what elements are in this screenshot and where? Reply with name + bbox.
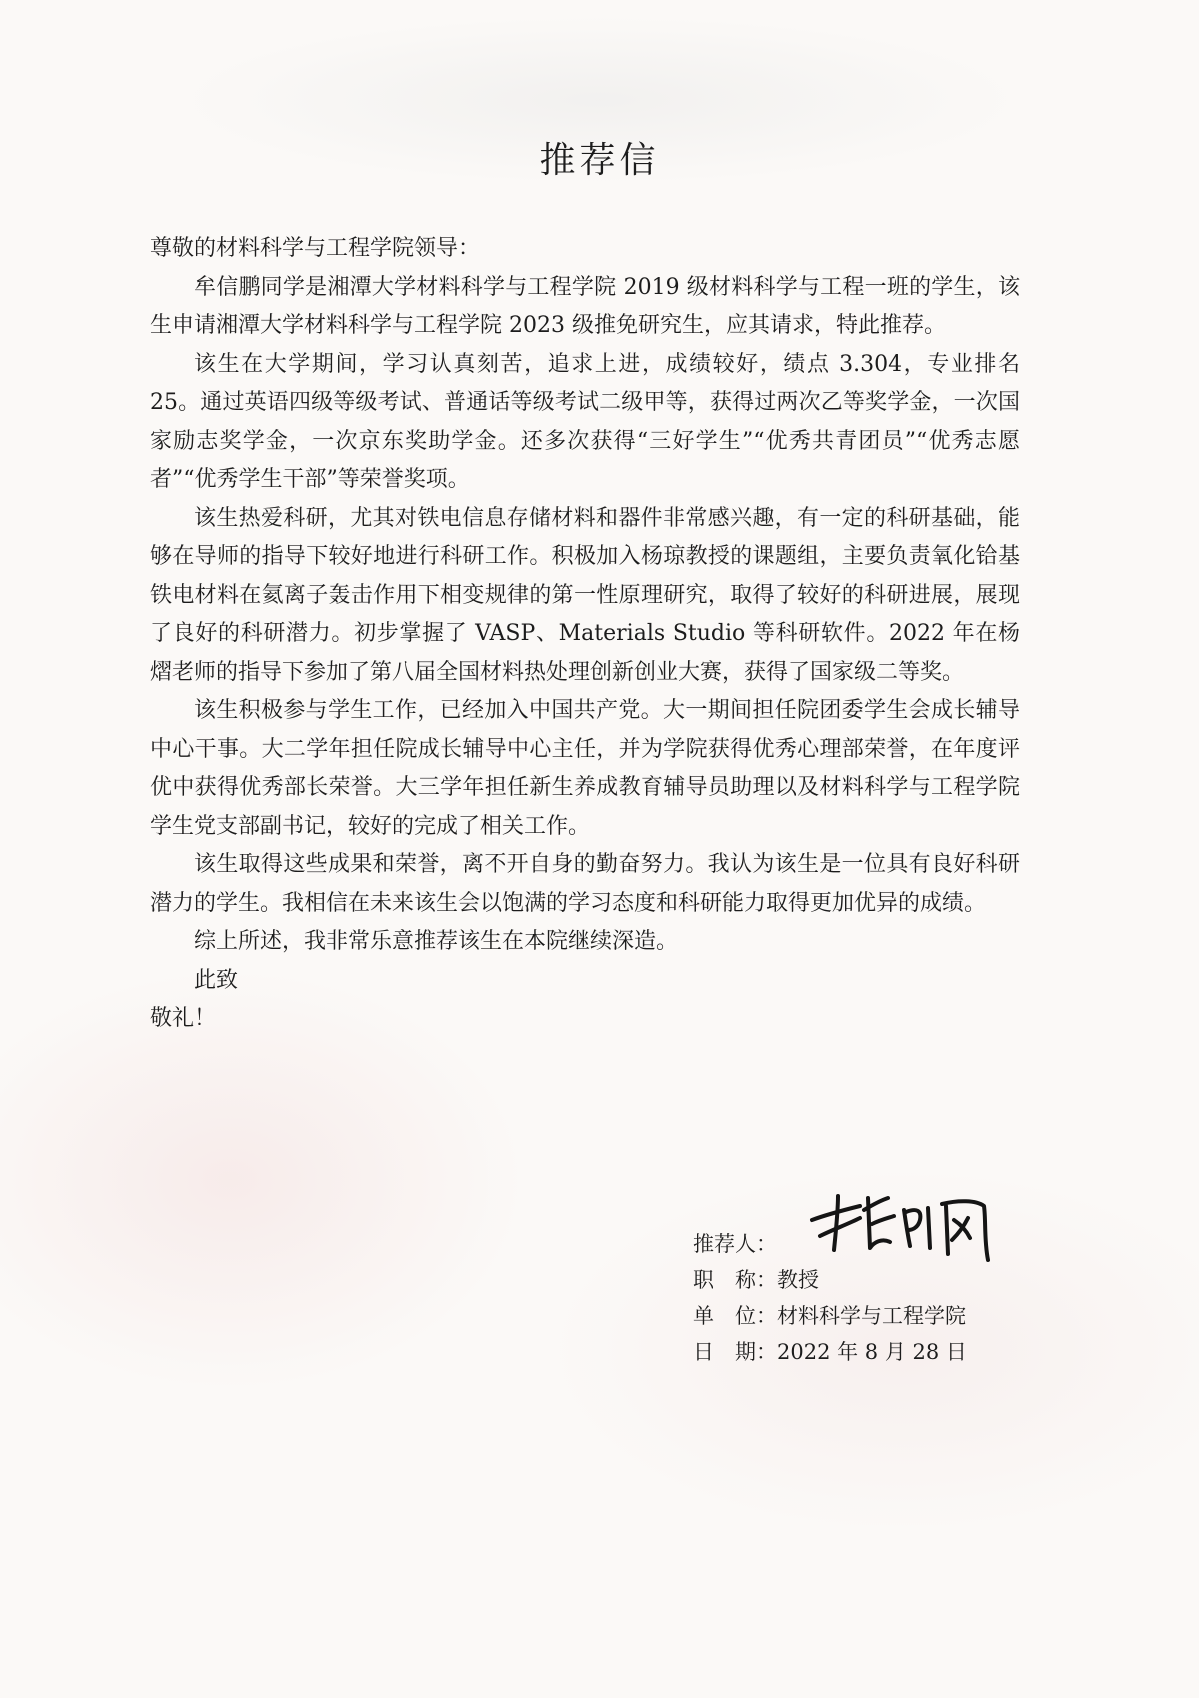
closing-salute: 敬礼！ bbox=[150, 1006, 217, 1031]
paragraph-assessment: 该生取得这些成果和荣誉，离不开自身的勤奋努力。我认为该生是一位具有良好科研潜力的学生。我相信在未来该生会以饱满的学习态度和科研能力取得更加优异的成绩。 bbox=[150, 852, 1020, 916]
title-label: 职 称： bbox=[693, 1268, 777, 1292]
unit-row bbox=[693, 1298, 967, 1334]
closing-greeting: 此致 bbox=[194, 967, 239, 993]
date-value: 2022 年 8 月 28 日 bbox=[777, 1340, 967, 1364]
letter-body bbox=[150, 230, 1020, 1039]
signature-block bbox=[693, 1226, 967, 1370]
date-row bbox=[693, 1334, 967, 1370]
unit-label: 单 位： bbox=[693, 1304, 777, 1328]
recommender-label: 推荐人： bbox=[693, 1232, 777, 1256]
paragraph-intro: 牟信鹏同学是湘潭大学材料科学与工程学院 2019 级材料科学与工程一班的学生，该生申请湘潭大学材料科学与工程学院 2023 级推免研究生，应其请求，特此推荐。 bbox=[150, 274, 1020, 338]
recommender-row bbox=[693, 1226, 967, 1262]
date-label: 日 期： bbox=[693, 1340, 777, 1364]
paragraph-academics: 该生在大学期间，学习认真刻苦，追求上进，成绩较好，绩点 3.304，专业排名 25。通过英语四级等级考试、普通话等级考试二级甲等，获得过两次乙等奖学金，一次国家励志奖学金，一次京东奖助学金。还多次获得“三好学生”“优秀共青团员”“优秀志愿者”“优秀学生干部”等荣誉奖项。 bbox=[150, 351, 1020, 492]
title-row bbox=[693, 1262, 967, 1298]
unit-value: 材料科学与工程学院 bbox=[777, 1304, 966, 1328]
title-value: 教授 bbox=[777, 1268, 819, 1292]
paragraph-student-work: 该生积极参与学生工作，已经加入中国共产党。大一期间担任院团委学生会成长辅导中心干事。大二学年担任院成长辅导中心主任，并为学院获得优秀心理部荣誉，在年度评优中获得优秀部长荣誉。大三学年担任新生养成教育辅导员助理以及材料科学与工程学院学生党支部副书记，较好的完成了相关工作。 bbox=[150, 698, 1020, 839]
paragraph-research: 该生热爱科研，尤其对铁电信息存储材料和器件非常感兴趣，有一定的科研基础，能够在导师的指导下较好地进行科研工作。积极加入杨琼教授的课题组，主要负责氧化铪基铁电材料在氦离子轰击作用下相变规律的第一性原理研究，取得了较好的科研进展，展现了良好的科研潜力。初步掌握了 VASP、Materials Studio 等科研软件。2022 年在杨熠老师的指导下参加了第八届全国材料热处理创新创业大赛，获得了国家级二等奖。 bbox=[150, 505, 1020, 685]
paragraph-conclusion: 综上所述，我非常乐意推荐该生在本院继续深造。 bbox=[194, 929, 679, 954]
salutation: 尊敬的材料科学与工程学院领导： bbox=[150, 236, 481, 261]
letter-title: 推荐信 bbox=[539, 140, 660, 181]
